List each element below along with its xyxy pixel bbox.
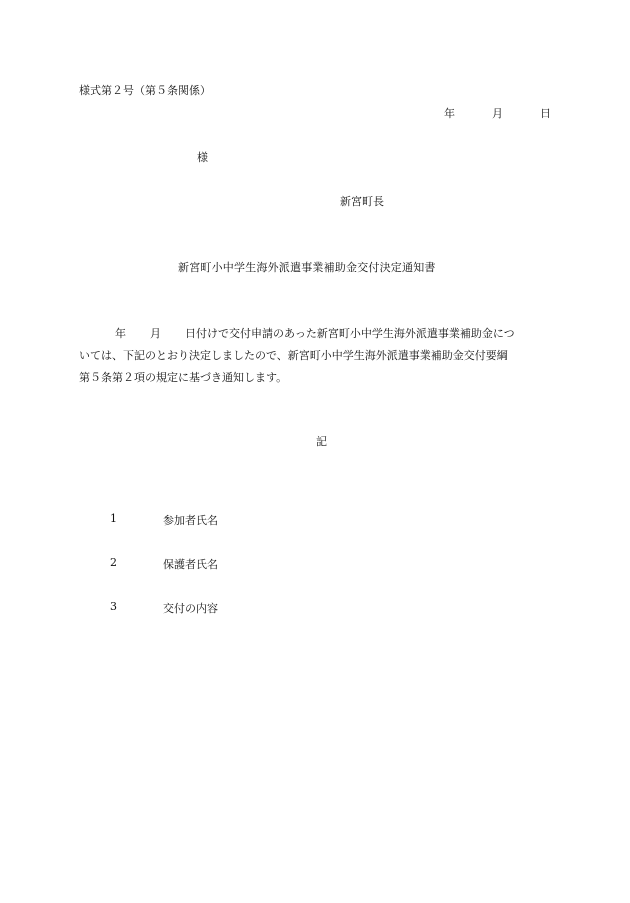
date-month-label: 月	[492, 107, 503, 120]
item-number: 2	[110, 556, 117, 569]
body-year-label: 年	[115, 327, 126, 340]
form-number: 様式第２号（第５条関係）	[79, 84, 211, 97]
date-day-label: 日	[540, 107, 551, 120]
list-item	[110, 600, 310, 614]
ki-heading: 記	[316, 435, 327, 448]
date-year-label: 年	[444, 107, 455, 120]
document-title: 新宮町小中学生海外派遣事業補助金交付決定通知書	[178, 261, 436, 274]
item-number: 3	[110, 600, 117, 613]
list-item	[110, 556, 310, 570]
item-label: 交付の内容	[163, 602, 218, 615]
body-text	[79, 323, 553, 389]
body-line-1-rest: 日付けで交付申請のあった新宮町小中学生海外派遣事業補助金につ	[185, 327, 515, 340]
item-label: 保護者氏名	[163, 558, 218, 571]
body-line-1	[79, 323, 553, 345]
body-month-label: 月	[150, 327, 161, 340]
issuer-name: 新宮町長	[340, 195, 384, 208]
date-line	[444, 105, 550, 119]
item-label: 参加者氏名	[163, 514, 218, 527]
body-line-2: いては、下記のとおり決定しましたので、新宮町小中学生海外派遣事業補助金交付要綱	[79, 349, 508, 362]
recipient-honorific: 様	[197, 151, 208, 164]
item-number: 1	[110, 512, 117, 525]
body-line-3: 第５条第２項の規定に基づき通知します。	[79, 371, 288, 384]
list-item	[110, 512, 310, 526]
